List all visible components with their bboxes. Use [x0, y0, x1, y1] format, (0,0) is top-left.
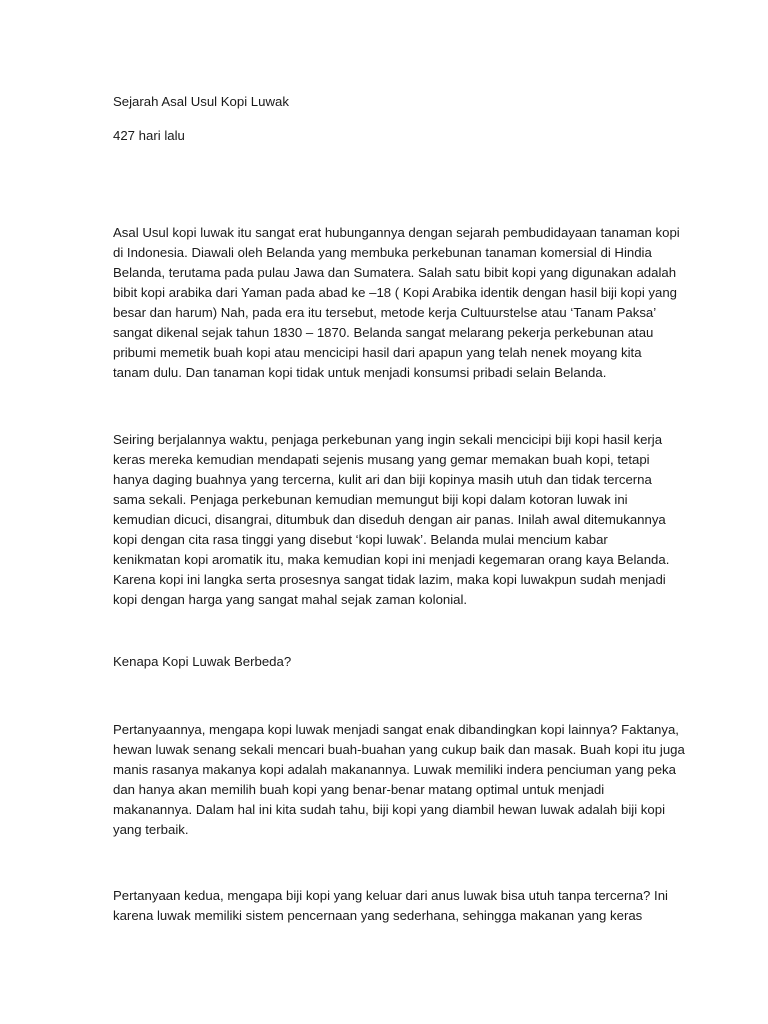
paragraph-line: Pertanyaan kedua, mengapa biji kopi yang keluar dari anus luwak bisa utuh tanpa tercerna? Ini — [113, 888, 668, 903]
paragraph-line: Pertanyaannya, mengapa kopi luwak menjadi sangat enak dibandingkan kopi lainnya? Faktanya, — [113, 722, 679, 737]
paragraph-line: hanya daging buahnya yang tercerna, kulit ari dan biji kopinya masih utuh dan tidak tercerna — [113, 472, 652, 487]
document-date: 427 hari lalu — [113, 128, 185, 143]
paragraph-line: kenikmatan kopi aromatik itu, maka kemudian kopi ini menjadi kegemaran orang kaya Belanda. — [113, 552, 670, 567]
paragraph-line: sama sekali. Penjaga perkebunan kemudian memungut biji kopi dalam kotoran luwak ini — [113, 492, 628, 507]
paragraph-line: bibit kopi arabika dari Yaman pada abad ke –18 ( Kopi Arabika identik dengan hasil biji kopi yang — [113, 285, 678, 300]
paragraph-line: makanannya. Dalam hal ini kita sudah tahu, biji kopi yang diambil hewan luwak adalah biji kopi — [113, 802, 666, 817]
paragraph-line: Seiring berjalannya waktu, penjaga perkebunan yang ingin sekali mencicipi biji kopi hasil kerja — [113, 432, 663, 447]
paragraph-line: dan hanya akan memilih buah kopi yang benar-benar matang optimal untuk menjadi — [113, 782, 605, 797]
paragraph-line: kopi dengan cita rasa tinggi yang disebut ‘kopi luwak’. Belanda mulai mencium kabar — [113, 532, 608, 547]
paragraph-line: Karena kopi ini langka serta prosesnya sangat tidak lazim, maka kopi luwakpun sudah menjadi — [113, 572, 666, 587]
paragraph-line: pribumi memetik buah kopi atau mencicipi hasil dari apapun yang telah nenek moyang kita — [113, 345, 642, 360]
paragraph-line: yang terbaik. — [113, 822, 189, 837]
paragraph-line: di Indonesia. Diawali oleh Belanda yang membuka perkebunan tanaman komersial di Hindia — [113, 245, 652, 260]
paragraph-line: Asal Usul kopi luwak itu sangat erat hubungannya dengan sejarah pembudidayaan tanaman kopi — [113, 225, 680, 240]
paragraph-line: manis rasanya makanya kopi adalah makanannya. Luwak memiliki indera penciuman yang peka — [113, 762, 676, 777]
paragraph-line: kopi dengan harga yang sangat mahal sejak zaman kolonial. — [113, 592, 468, 607]
paragraph-line: Belanda, terutama pada pulau Jawa dan Sumatera. Salah satu bibit kopi yang digunakan adalah — [113, 265, 677, 280]
paragraph-line: kemudian dicuci, disangrai, ditumbuk dan diseduh dengan air panas. Inilah awal ditemukannya — [113, 512, 666, 527]
document-title: Sejarah Asal Usul Kopi Luwak — [113, 94, 289, 109]
paragraph-line: besar dan harum) Nah, pada era itu tersebut, metode kerja Cultuurstelse atau ‘Tanam Paksa’ — [113, 305, 657, 320]
paragraph-line: karena luwak memiliki sistem pencernaan yang sederhana, sehingga makanan yang keras — [113, 908, 643, 923]
paragraph-line: sangat dikenal sejak tahun 1830 – 1870. Belanda sangat melarang pekerja perkebunan atau — [113, 325, 654, 340]
paragraph-line: hewan luwak senang sekali mencari buah-buahan yang cukup baik dan masak. Buah kopi itu juga — [113, 742, 685, 757]
paragraph-line: tanam dulu. Dan tanaman kopi tidak untuk menjadi konsumsi pribadi selain Belanda. — [113, 365, 607, 380]
section-heading: Kenapa Kopi Luwak Berbeda? — [113, 654, 292, 669]
paragraph-line: keras mereka kemudian mendapati sejenis musang yang gemar memakan buah kopi, tetapi — [113, 452, 650, 467]
